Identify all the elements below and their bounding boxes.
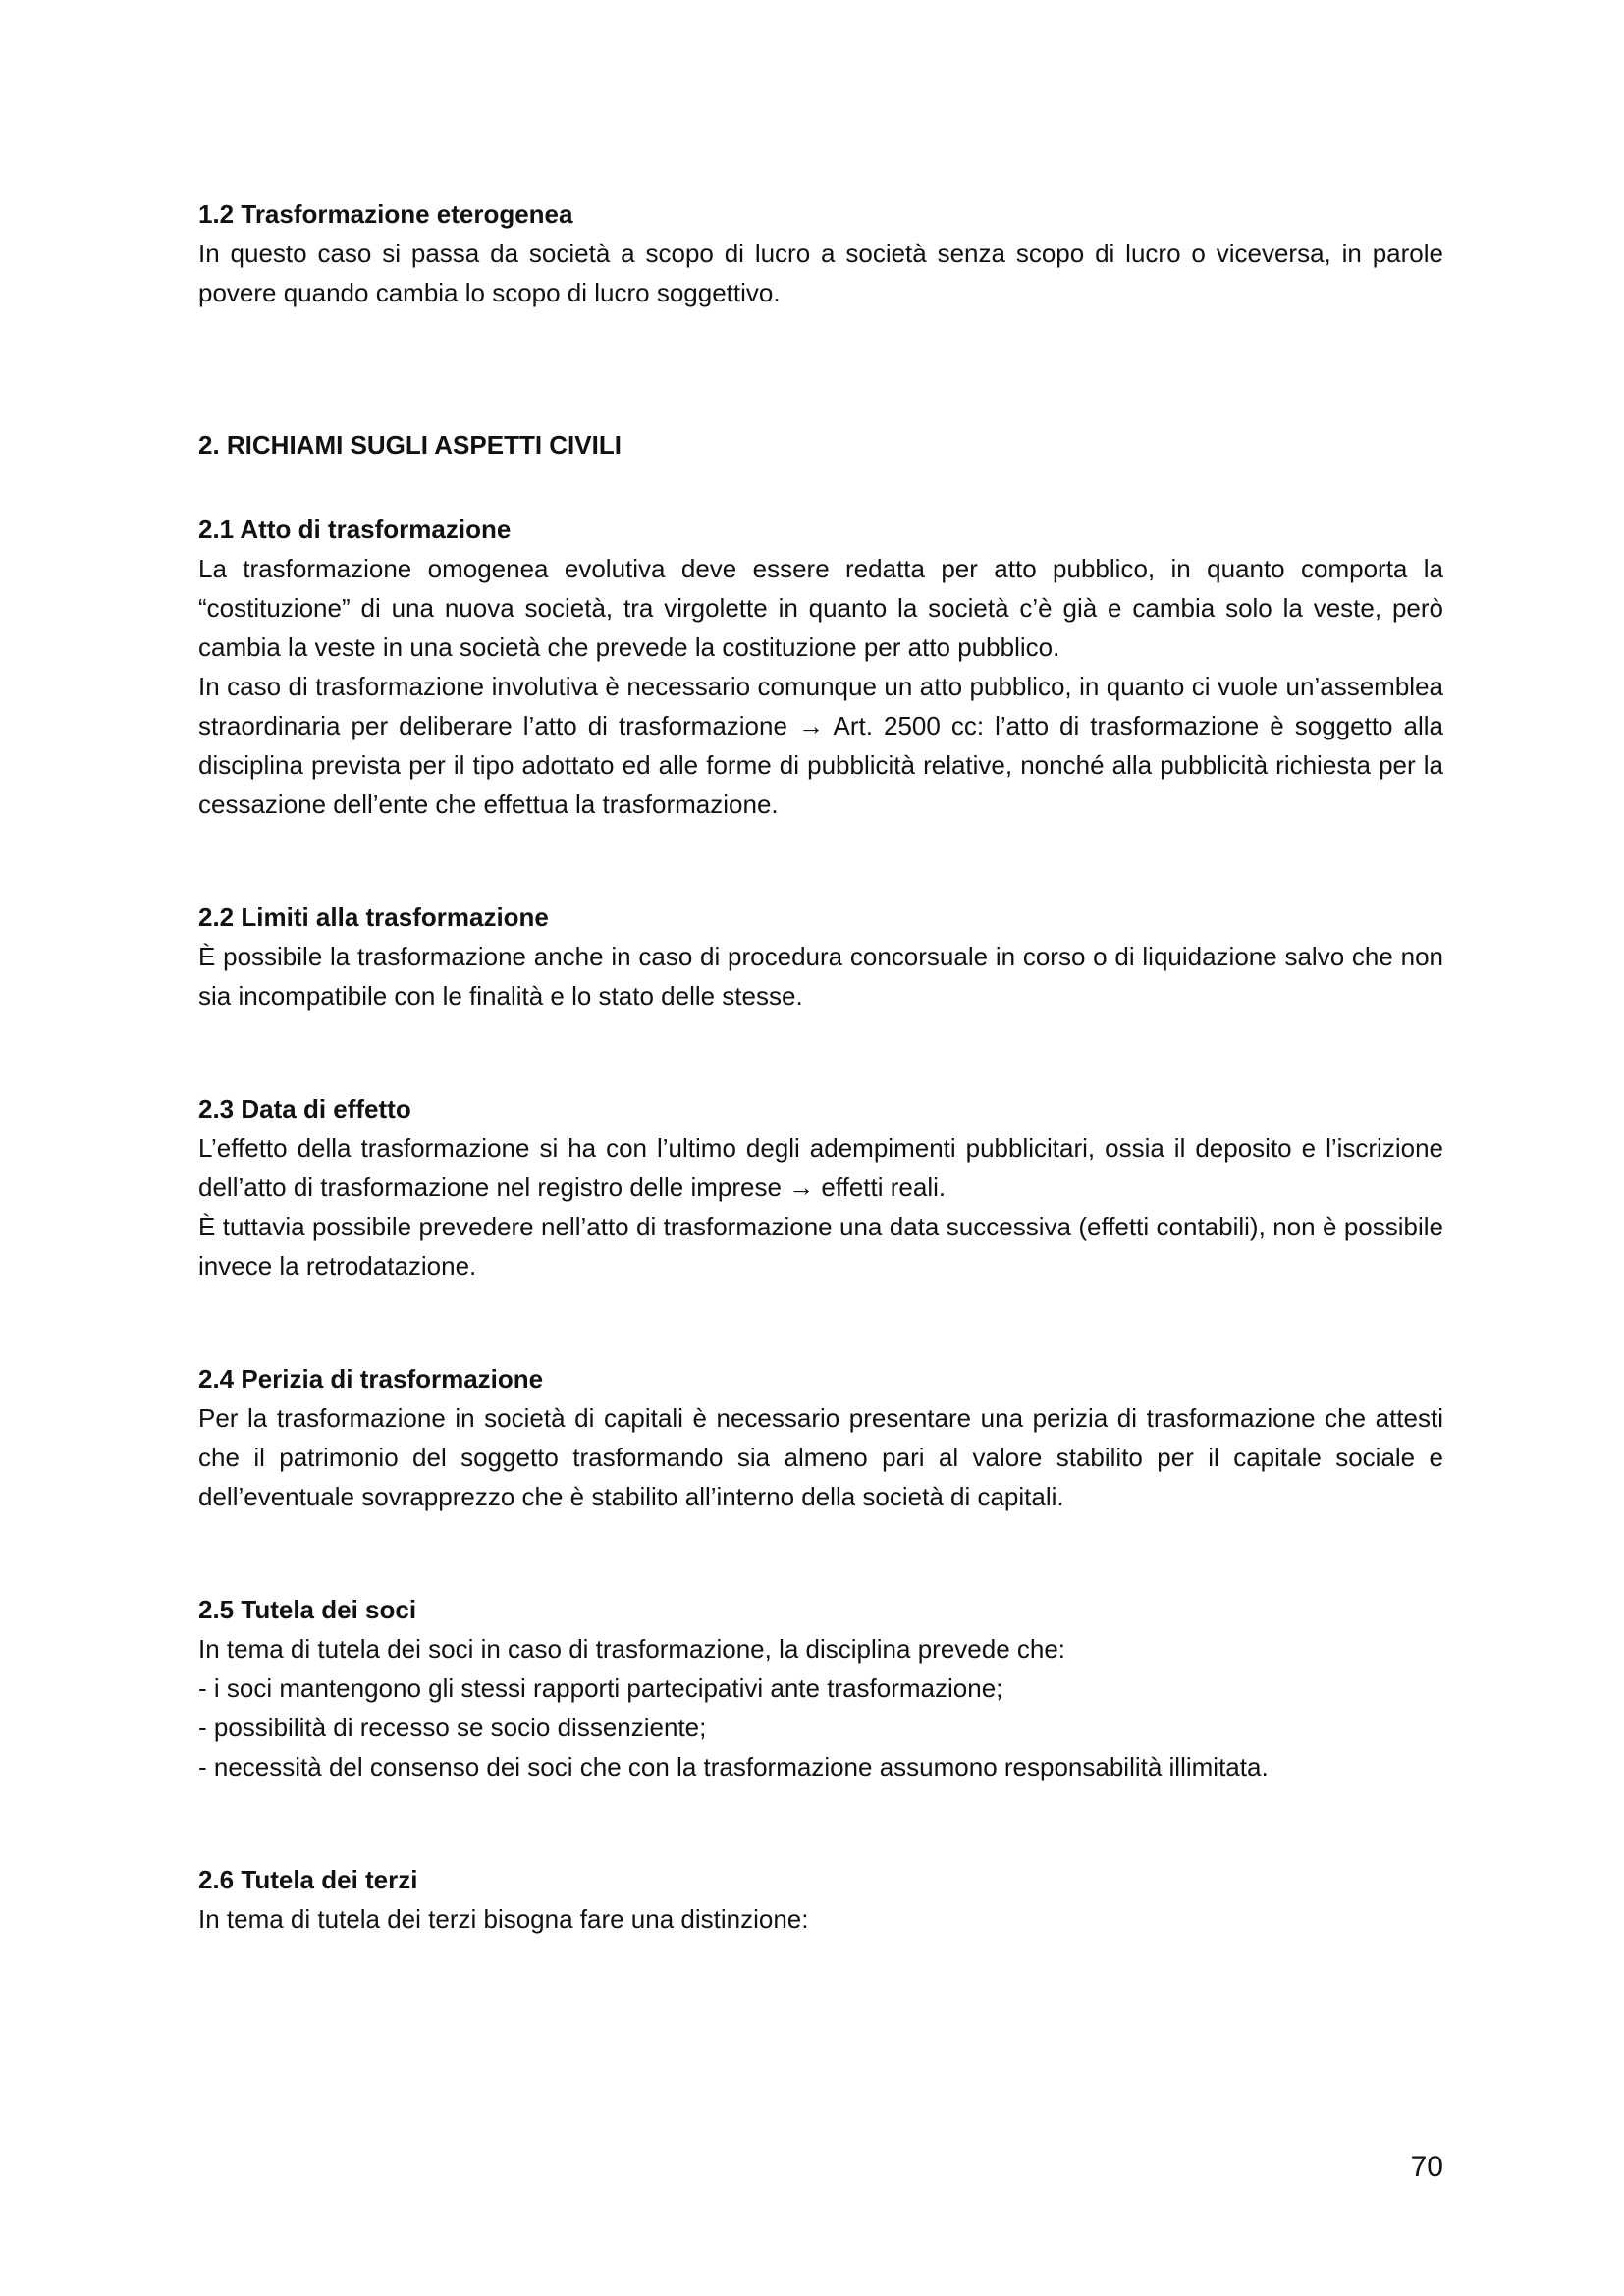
document-body (198, 194, 1443, 1939)
section-heading: 2. RICHIAMI SUGLI ASPETTI CIVILI (198, 430, 622, 460)
section-2-3 (198, 1089, 1443, 1285)
section-1-2 (198, 194, 1443, 312)
section-2 (198, 425, 1443, 465)
list-item: - possibilità di recesso se socio dissenziente; (198, 1713, 707, 1742)
section-heading: 2.3 Data di effetto (198, 1094, 411, 1123)
section-2-2 (198, 898, 1443, 1015)
section-2-4 (198, 1359, 1443, 1516)
section-heading: 2.2 Limiti alla trasformazione (198, 902, 549, 932)
paragraph: In caso di trasformazione involutiva è necessario comunque un atto pubblico, in quanto ci vuole un’assemblea straordinaria per deliberare l’atto di trasformazione → Art. 2500 cc: l’atto di trasformazione è soggetto alla disciplina prevista per il tipo adottato ed alle forme di pubblicità relative, nonché alla pubblicità richiesta per la cessazione dell’ente che effettua la trasformazione. (198, 672, 1443, 819)
paragraph: In tema di tutela dei terzi bisogna fare una distinzione: (198, 1904, 809, 1934)
section-heading: 2.4 Perizia di trasformazione (198, 1364, 544, 1394)
section-2-1 (198, 510, 1443, 824)
page-number: 70 (1410, 2151, 1443, 2183)
section-heading: 2.5 Tutela dei soci (198, 1595, 417, 1624)
paragraph: In questo caso si passa da società a scopo di lucro a società senza scopo di lucro o viceversa, in parole povere quando cambia lo scopo di lucro soggettivo. (198, 239, 1443, 307)
paragraph: Per la trasformazione in società di capitali è necessario presentare una perizia di trasformazione che attesti che il patrimonio del soggetto trasformando sia almeno pari al valore stabilito per il capitale sociale e dell’eventuale sovrapprezzo che è stabilito all’interno della società di capitali. (198, 1403, 1443, 1511)
list-item: - necessità del consenso dei soci che con la trasformazione assumono responsabilità illimitata. (198, 1752, 1269, 1781)
paragraph: La trasformazione omogenea evolutiva deve essere redatta per atto pubblico, in quanto comporta la “costituzione” di una nuova società, tra virgolette in quanto la società c’è già e cambia solo la veste, però cambia la veste in una società che prevede la costituzione per atto pubblico. (198, 554, 1443, 662)
paragraph: È possibile la trasformazione anche in caso di procedura concorsuale in corso o di liquidazione salvo che non sia incompatibile con le finalità e lo stato delle stesse. (198, 942, 1443, 1011)
paragraph: È tuttavia possibile prevedere nell’atto di trasformazione una data successiva (effetti contabili), non è possibile invece la retrodatazione. (198, 1212, 1443, 1281)
paragraph: In tema di tutela dei soci in caso di trasformazione, la disciplina prevede che: (198, 1634, 1066, 1664)
list-item: - i soci mantengono gli stessi rapporti partecipativi ante trasformazione; (198, 1673, 1003, 1703)
section-2-6 (198, 1860, 1443, 1939)
paragraph: L’effetto della trasformazione si ha con l’ultimo degli adempimenti pubblicitari, ossia il deposito e l’iscrizione dell’atto di trasformazione nel registro delle imprese → effetti reali. (198, 1133, 1443, 1202)
section-heading: 2.1 Atto di trasformazione (198, 515, 512, 544)
section-2-5 (198, 1590, 1443, 1786)
section-heading: 1.2 Trasformazione eterogenea (198, 199, 573, 229)
section-heading: 2.6 Tutela dei terzi (198, 1865, 418, 1894)
